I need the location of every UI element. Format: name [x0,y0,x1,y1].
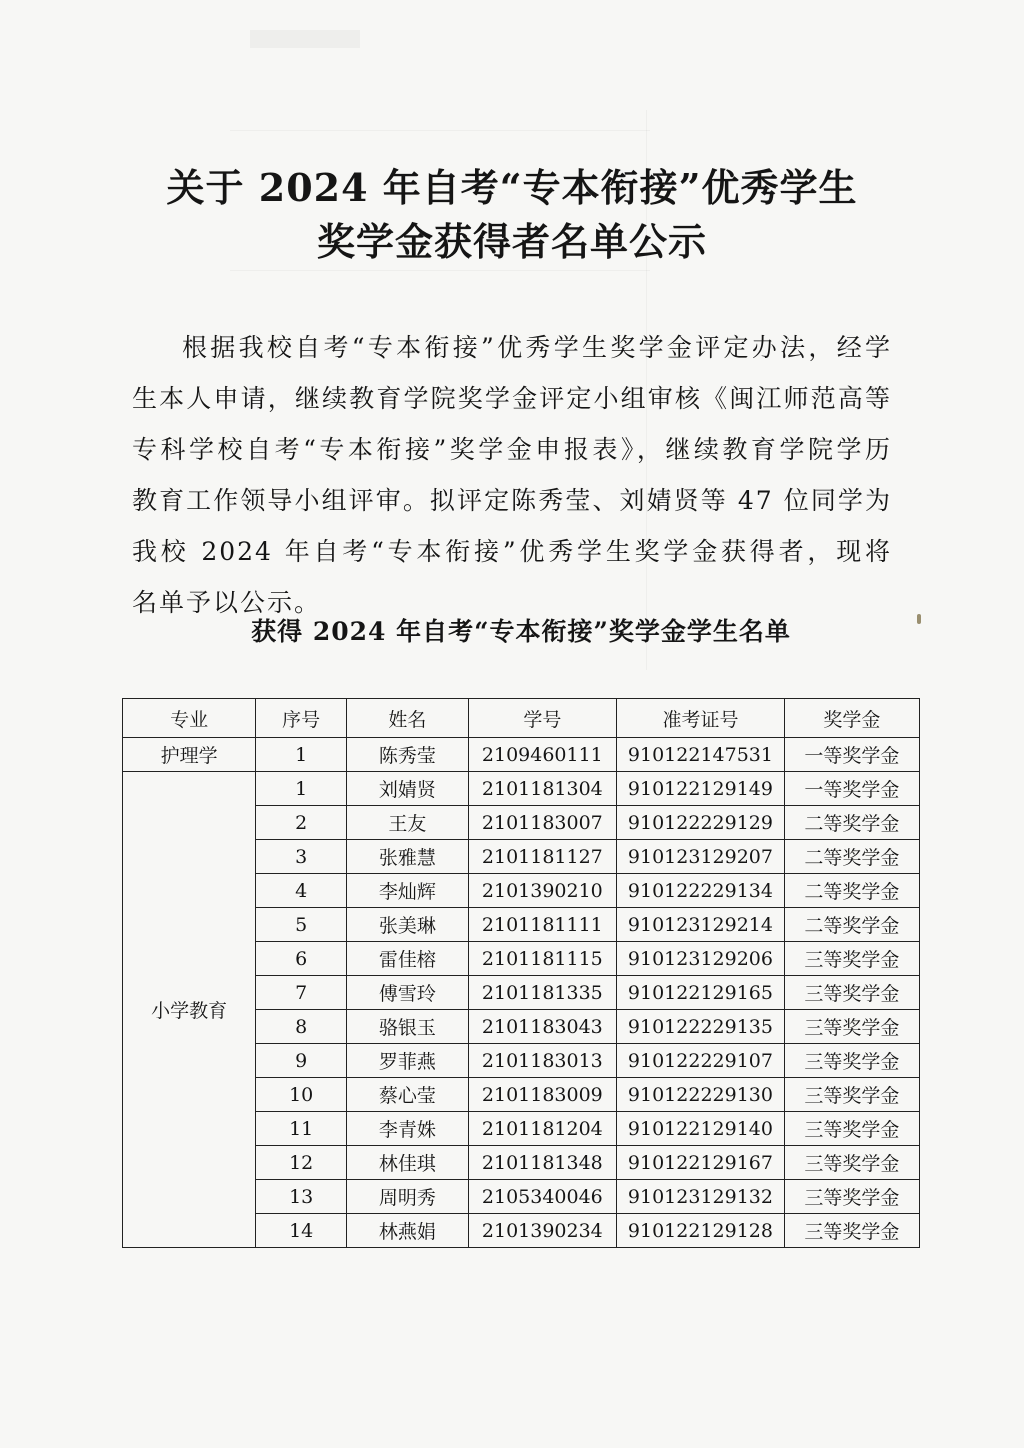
cell-student-id: 2101181127 [468,840,617,874]
cell-student-id: 2101181348 [468,1146,617,1180]
scan-shadow [250,30,360,48]
cell-name: 王友 [347,806,468,840]
cell-name: 雷佳榕 [347,942,468,976]
cell-no: 1 [256,772,347,806]
table-title: 获得 2024 年自考“专本衔接”奖学金学生名单 [251,617,791,646]
cell-major: 护理学 [123,738,256,772]
cell-no: 9 [256,1044,347,1078]
body-line-2: 生本人申请，继续教育学院奖学金评定小组审核《闽江师范高等 [132,384,892,413]
cell-no: 10 [256,1078,347,1112]
cell-award: 三等奖学金 [784,1010,919,1044]
cell-name: 李灿辉 [347,874,468,908]
cell-no: 5 [256,908,347,942]
cell-student-id: 2101181204 [468,1112,617,1146]
cell-no: 11 [256,1112,347,1146]
page-title-line1: 关于 2024 年自考“专本衔接”优秀学生 [166,165,858,210]
body-line-3: 专科学校自考“专本衔接”奖学金申报表》，继续教育学院学历 [132,435,892,464]
cell-name: 傅雪玲 [347,976,468,1010]
header-name: 姓名 [347,699,468,738]
cell-award: 三等奖学金 [784,976,919,1010]
cell-award: 三等奖学金 [784,1044,919,1078]
cell-award: 二等奖学金 [784,908,919,942]
table-header-row [123,699,920,738]
header-major: 专业 [123,699,256,738]
cell-no: 1 [256,738,347,772]
cell-no: 2 [256,806,347,840]
cell-exam-id: 910122147531 [617,738,785,772]
cell-exam-id: 910122129165 [617,976,785,1010]
cell-no: 6 [256,942,347,976]
cell-no: 4 [256,874,347,908]
cell-exam-id: 910123129132 [617,1180,785,1214]
cell-exam-id: 910122229107 [617,1044,785,1078]
cell-award: 一等奖学金 [784,772,919,806]
header-exam-id: 准考证号 [617,699,785,738]
cell-student-id: 2101183009 [468,1078,617,1112]
table-row [123,738,920,772]
cell-award: 一等奖学金 [784,738,919,772]
cell-no: 13 [256,1180,347,1214]
cell-exam-id: 910123129207 [617,840,785,874]
cell-award: 二等奖学金 [784,840,919,874]
header-no: 序号 [256,699,347,738]
scholarship-table [122,698,920,1248]
body-line-6: 名单予以公示。 [132,588,322,617]
cell-exam-id: 910122129140 [617,1112,785,1146]
cell-name: 陈秀莹 [347,738,468,772]
body-line-1: 根据我校自考“专本衔接”优秀学生奖学金评定办法，经学 [182,333,892,362]
cell-award: 三等奖学金 [784,1146,919,1180]
cell-award: 三等奖学金 [784,1112,919,1146]
cell-exam-id: 910122229135 [617,1010,785,1044]
cell-exam-id: 910123129206 [617,942,785,976]
page-title-line2: 奖学金获得者名单公示 [316,219,707,264]
cell-award: 二等奖学金 [784,806,919,840]
cell-no: 8 [256,1010,347,1044]
cell-exam-id: 910122229129 [617,806,785,840]
cell-exam-id: 910122129167 [617,1146,785,1180]
scan-shadow [230,130,650,131]
cell-student-id: 2101181111 [468,908,617,942]
body-line-4: 教育工作领导小组评审。拟评定陈秀莹、刘婧贤等 47 位同学为 [132,486,892,515]
table-body [123,738,920,1248]
cell-student-id: 2101181335 [468,976,617,1010]
cell-student-id: 2101181304 [468,772,617,806]
cell-exam-id: 910122129149 [617,772,785,806]
table-row [123,772,920,806]
cell-name: 刘婧贤 [347,772,468,806]
cell-no: 12 [256,1146,347,1180]
header-student-id: 学号 [468,699,617,738]
cell-student-id: 2101183007 [468,806,617,840]
cell-student-id: 2105340046 [468,1180,617,1214]
cell-award: 三等奖学金 [784,1214,919,1248]
cell-no: 3 [256,840,347,874]
header-award: 奖学金 [784,699,919,738]
cell-student-id: 2101390234 [468,1214,617,1248]
body-line-5: 我校 2024 年自考“专本衔接”优秀学生奖学金获得者，现将 [132,537,892,566]
cell-exam-id: 910122229134 [617,874,785,908]
cell-name: 张雅慧 [347,840,468,874]
cell-award: 三等奖学金 [784,1078,919,1112]
cell-name: 罗菲燕 [347,1044,468,1078]
cell-name: 骆银玉 [347,1010,468,1044]
cell-award: 三等奖学金 [784,942,919,976]
cell-no: 7 [256,976,347,1010]
cell-exam-id: 910122229130 [617,1078,785,1112]
cell-name: 张美琳 [347,908,468,942]
cell-name: 蔡心莹 [347,1078,468,1112]
cell-name: 林燕娟 [347,1214,468,1248]
cell-name: 林佳琪 [347,1146,468,1180]
cell-student-id: 2101183043 [468,1010,617,1044]
cell-name: 李青姝 [347,1112,468,1146]
cell-no: 14 [256,1214,347,1248]
cell-student-id: 2101390210 [468,874,617,908]
cell-exam-id: 910123129214 [617,908,785,942]
cell-student-id: 2109460111 [468,738,617,772]
cell-name: 周明秀 [347,1180,468,1214]
announcement-body [132,322,892,628]
cell-award: 二等奖学金 [784,874,919,908]
cell-student-id: 2101183013 [468,1044,617,1078]
cell-major: 小学教育 [123,772,256,1248]
cell-award: 三等奖学金 [784,1180,919,1214]
cell-exam-id: 910122129128 [617,1214,785,1248]
cell-student-id: 2101181115 [468,942,617,976]
scan-shadow [230,270,650,271]
